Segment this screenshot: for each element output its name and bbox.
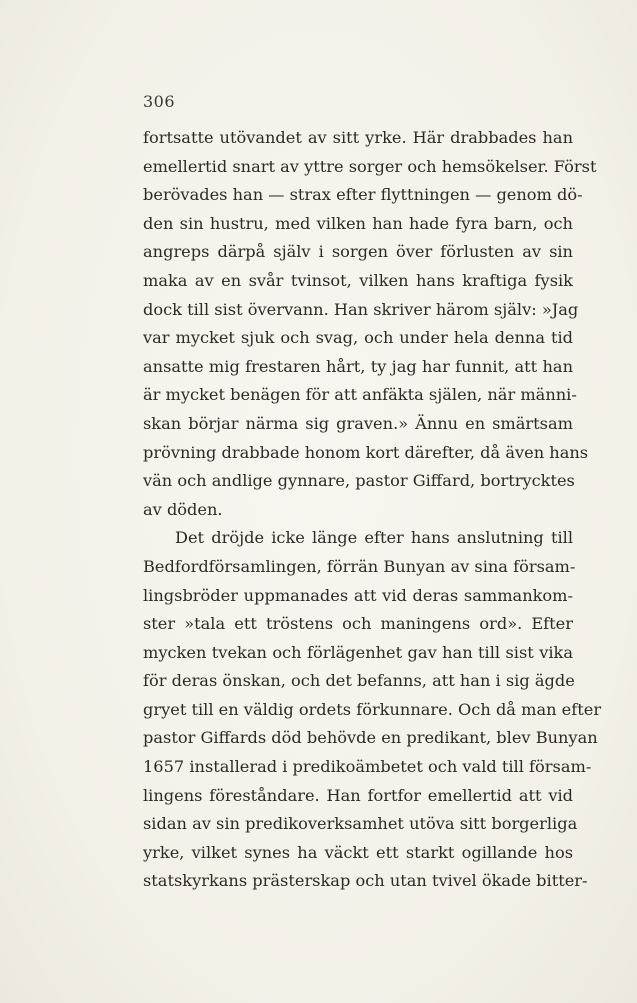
text-line: var mycket sjuk och svag, och under hela denna tid — [143, 328, 573, 348]
text-line: berövades han — strax efter flyttningen — genom dö- — [143, 185, 583, 205]
text-line: gryet till en väldig ordets förkunnare. Och då man efter — [143, 699, 602, 719]
text-line: pastor Giffards död behövde en predikant, blev Bunyan — [143, 728, 598, 748]
text-line: fortsatte utövandet av sitt yrke. Här drabbades han — [143, 128, 573, 147]
text-line: 1657 installerad i predikoämbetet och vald till försam- — [143, 757, 592, 777]
paragraph-end-line: av döden. — [143, 499, 223, 519]
text-line: lingens föreståndare. Han fortfor emellertid att vid — [143, 785, 573, 805]
text-line: emellertid snart av yttre sorger och hemsökelser. Först — [143, 156, 597, 176]
text-line: prövning drabbade honom kort därefter, då även hans — [143, 442, 589, 462]
text-line: angreps därpå själv i sorgen över förlusten av sin — [143, 242, 573, 262]
body-text — [143, 124, 602, 896]
text-line: ster »tala ett tröstens och maningens ord». Efter — [143, 614, 573, 634]
text-line: skan börjar närma sig graven.» Ännu en smärtsam — [143, 413, 573, 433]
text-line: Bedfordförsamlingen, förrän Bunyan av sina försam- — [143, 556, 576, 576]
text-line: för deras önskan, och det befanns, att han i sig ägde — [143, 671, 575, 691]
text-line: lingsbröder uppmanades att vid deras sammankom- — [143, 585, 573, 605]
text-line: yrke, vilket synes ha väckt ett starkt ogillande hos — [143, 842, 573, 862]
text-line: dock till sist övervann. Han skriver härom själv: »Jag — [143, 299, 579, 319]
page-number: 306 — [143, 92, 176, 111]
text-line: statskyrkans prästerskap och utan tvivel ökade bitter- — [143, 871, 588, 891]
paragraph-start-line: Det dröjde icke länge efter hans anslutning till — [175, 528, 573, 548]
text-line: den sin hustru, med vilken han hade fyra barn, och — [143, 213, 573, 233]
text-line: mycken tvekan och förlägenhet gav han till sist vika — [143, 642, 573, 662]
text-line: maka av en svår tvinsot, vilken hans kraftiga fysik — [143, 270, 573, 290]
text-line: vän och andlige gynnare, pastor Giffard, bortrycktes — [143, 471, 575, 491]
text-line: är mycket benägen för att anfäkta själen, när männi- — [143, 385, 577, 405]
text-line: sidan av sin predikoverksamhet utöva sitt borgerliga — [143, 814, 578, 834]
text-line: ansatte mig frestaren hårt, ty jag har funnit, att han — [143, 356, 573, 376]
